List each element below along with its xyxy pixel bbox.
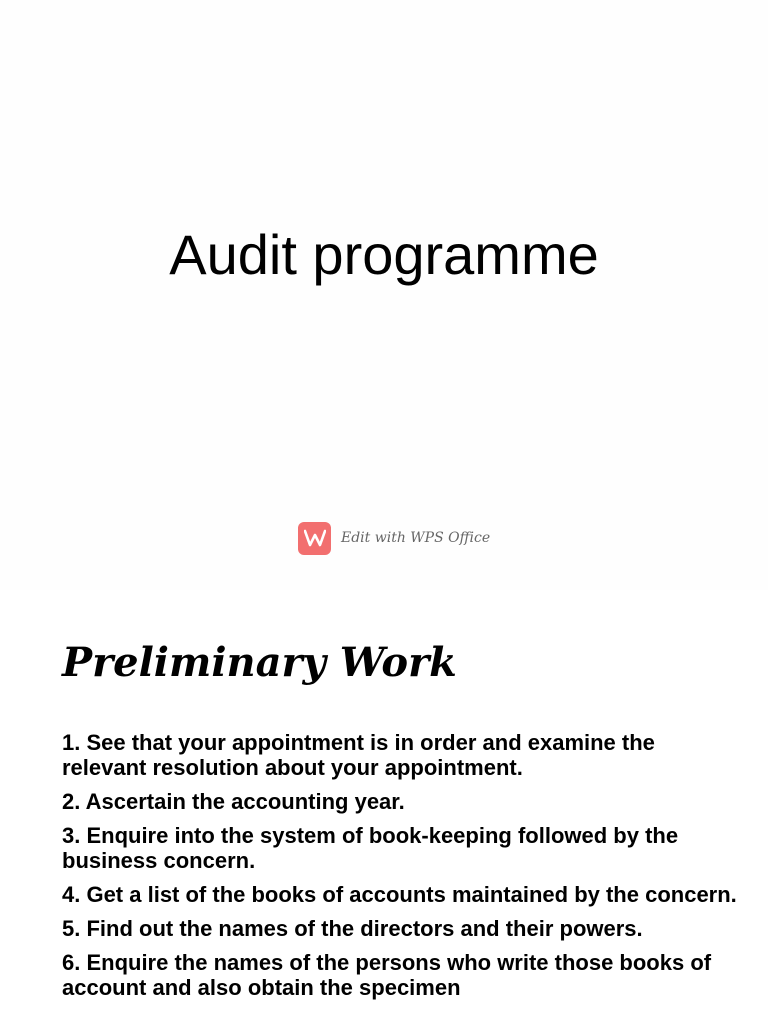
list-item: 6. Enquire the names of the persons who write those books of account and also obtain the specimen	[62, 950, 712, 1000]
slide-preliminary-work	[0, 590, 768, 1024]
work-list	[62, 730, 742, 1009]
list-item: 4. Get a list of the books of accounts maintained by the concern.	[62, 882, 737, 907]
list-item: 1. See that your appointment is in order and examine the relevant resolution about your appointment.	[62, 730, 655, 780]
list-item: 3. Enquire into the system of book-keeping followed by the business concern.	[62, 823, 679, 873]
wps-watermark[interactable]	[298, 521, 490, 555]
watermark-text: Edit with WPS Office	[341, 530, 491, 546]
list-item: 2. Ascertain the accounting year.	[62, 789, 405, 814]
wps-logo-icon	[298, 522, 331, 555]
page-title: Audit programme	[169, 223, 599, 286]
section-heading: Preliminary Work	[62, 639, 457, 686]
wps-w-glyph	[304, 529, 326, 547]
list-item: 5. Find out the names of the directors and their powers.	[62, 916, 643, 941]
